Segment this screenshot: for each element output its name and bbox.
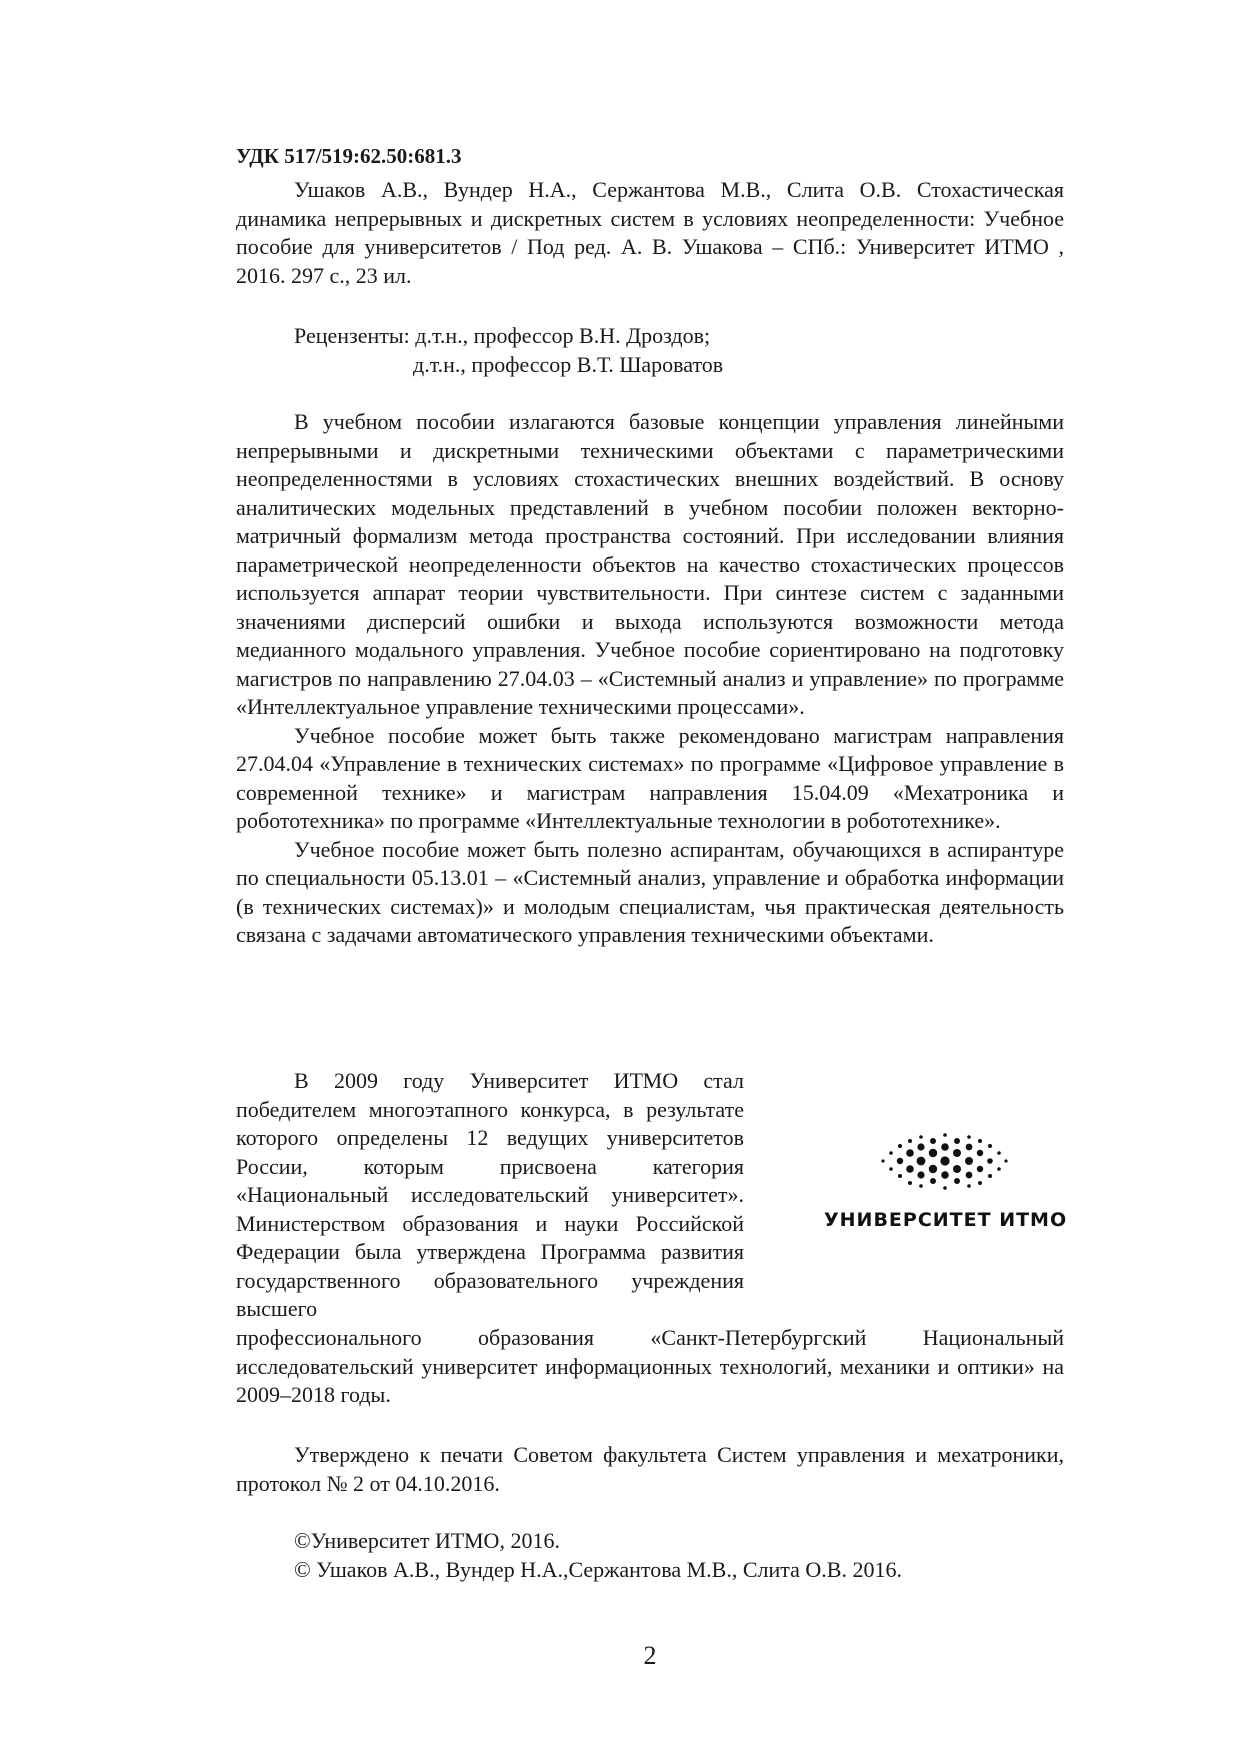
udk-code: УДК 517/519:62.50:681.3: [236, 144, 462, 168]
itmo-logo-text: УНИВЕРСИТЕТ ИТМО: [824, 1209, 1068, 1231]
itmo-description-part-2: профессионального образования «Санкт-Петербургский Национальный исследовательский университет информационных технологий, механики и оптики» на 2009–2018 годы.: [236, 1325, 1064, 1407]
abstract-paragraph-1: В учебном пособии излагаются базовые концепции управления линейными непрерывными и дискретными техническими объектами с параметрическими неопределенностями в условиях стохастических внешних воздействий. В основу аналитических модельных представлений в учебном пособии положен векторно-матричный формализм метода пространства состояний. При исследовании влияния параметрической неопределенности объектов на качество стохастических процессов используется аппарат теории чувствительности. При синтезе систем с заданными значениями дисперсий ошибки и выхода используются возможности метода медианного модального управления. Учебное пособие сориентировано на подготовку магистров по направлению 27.04.03 – «Системный анализ и управление» по программе «Интеллектуальное управление техническими процессами».: [236, 409, 1064, 719]
copyright-block: [294, 1527, 902, 1584]
abstract: [236, 408, 1064, 950]
reviewer-line-2: д.т.н., профессор В.Т. Шароватов: [413, 351, 724, 377]
page-number: 2: [643, 1641, 657, 1670]
abstract-paragraph-3: Учебное пособие может быть полезно аспирантам, обучающихся в аспирантуре по специальности 05.13.01 – «Системный анализ, управление и обработка информации (в технических системах)» и молодым специалистам, чья практическая деятельность связана с задачами автоматического управления техническими объектами.: [236, 836, 1064, 947]
itmo-logo: [824, 1131, 1068, 1231]
approval-note: Утверждено к печати Советом факультета Систем управления и мехатроники, протокол № 2 от 04.10.2016.: [236, 1442, 1064, 1496]
copyright-line-2: © Ушаков А.В., Вундер Н.А.,Сержантова М.В., Слита О.В. 2016.: [294, 1556, 902, 1582]
reviewer-line-1: Рецензенты: д.т.н., профессор В.Н. Дроздов;: [294, 323, 711, 348]
reviewers-block: [294, 322, 723, 379]
copyright-line-1: ©Университет ИТМО, 2016.: [294, 1528, 560, 1553]
itmo-description-part-1: В 2009 году Университет ИТМО стал победителем многоэтапного конкурса, в результате которого определены 12 ведущих университетов России, которым присвоена категория «Национальный исследовательский университет». Министерством образования и науки Российской Федерации была утверждена Программа развития государственного образовательного учреждения высшего: [236, 1068, 744, 1321]
itmo-logo-dots-icon: [879, 1131, 1009, 1193]
bibliographic-record: Ушаков А.В., Вундер Н.А., Сержантова М.В., Слита О.В. Стохастическая динамика непрерывных и дискретных систем в условиях неопределенности: Учебное пособие для университетов / Под ред. А. В. Ушакова – СПб.: Университет ИТМО , 2016. 297 с., 23 ил.: [236, 177, 1064, 288]
abstract-paragraph-2: Учебное пособие может быть также рекомендовано магистрам направления 27.04.04 «Управление в технических системах» по программе «Цифровое управление в современной технике» и магистрам направления 15.04.09 «Мехатроника и робототехника» по программе «Интеллектуальные технологии в робототехнике».: [236, 722, 1064, 833]
